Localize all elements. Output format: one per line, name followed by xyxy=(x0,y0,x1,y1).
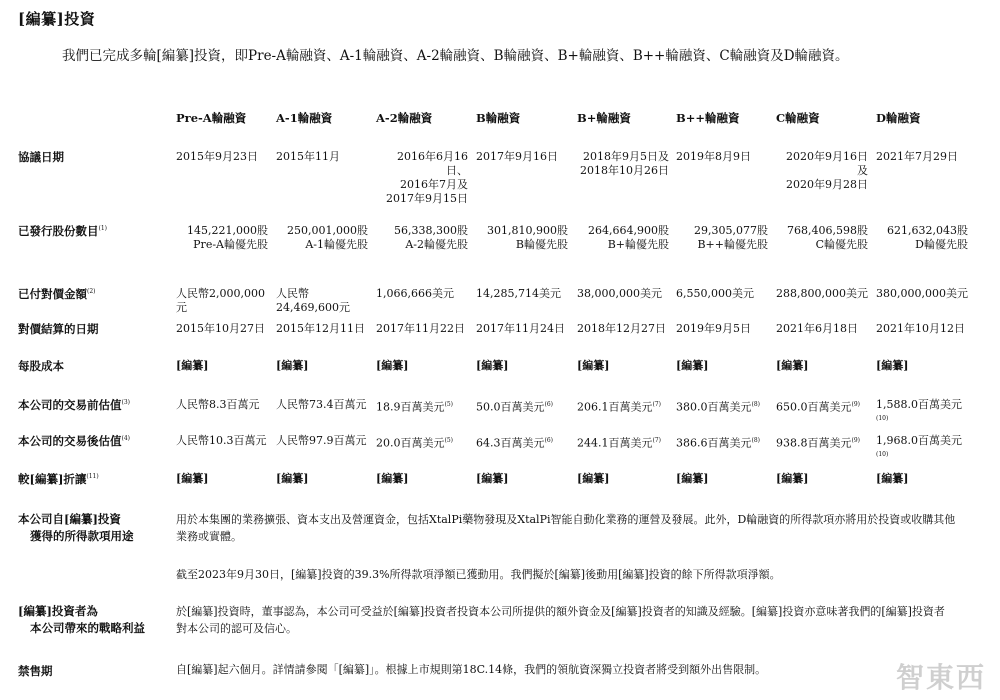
table-cell xyxy=(176,287,268,315)
cell-value: [編纂] xyxy=(776,359,809,372)
cell-line: 264,664,900股 xyxy=(588,224,669,237)
footnote-marker: (11) xyxy=(86,473,99,481)
table-cell xyxy=(876,150,968,164)
footnote-marker: (1) xyxy=(98,225,107,233)
footnote-marker: (5) xyxy=(444,401,453,408)
footnote-marker: (5) xyxy=(444,437,453,444)
cell-line: 2016年6月16日、 xyxy=(397,150,468,177)
footnote-marker: (9) xyxy=(851,401,860,408)
cell-line: C輪優先股 xyxy=(815,238,868,251)
cell-value: 人民幣2,000,000元 xyxy=(176,287,265,314)
table-cell xyxy=(476,434,568,451)
footnote-marker: (8) xyxy=(751,401,760,408)
lockup-label: 禁售期 xyxy=(18,664,53,678)
cell-value: [編纂] xyxy=(577,359,610,372)
table-cell xyxy=(676,287,768,301)
cell-value: 244.1百萬美元 xyxy=(577,436,653,450)
cell-value: 2019年9月5日 xyxy=(676,322,751,335)
table-cell xyxy=(577,224,669,252)
cell-line: D輪優先股 xyxy=(915,238,968,251)
cell-value: 288,800,000美元 xyxy=(776,287,868,300)
row-label-consideration-paid xyxy=(18,286,96,302)
cell-value: 206.1百萬美元 xyxy=(577,400,653,414)
cell-value: 2017年11月24日 xyxy=(476,322,565,335)
table-cell xyxy=(577,287,669,301)
table-cell xyxy=(776,359,868,373)
table-cell xyxy=(676,322,768,336)
cell-line: 2017年9月15日 xyxy=(386,192,468,205)
use-of-proceeds-label-line1: 本公司自[編纂]投資 xyxy=(18,512,121,526)
cell-value: 380.0百萬美元 xyxy=(676,400,752,414)
cell-line: 2015年9月23日 xyxy=(176,150,258,163)
table-cell xyxy=(376,434,468,451)
cell-value: 人民幣97.9百萬元 xyxy=(276,434,367,447)
column-header: B++輪融資 xyxy=(676,111,740,125)
footnote-marker: (6) xyxy=(544,437,553,444)
table-cell xyxy=(176,434,268,448)
cell-value: 50.0百萬美元 xyxy=(476,400,545,414)
cell-line: 250,001,000股 xyxy=(287,224,368,237)
cell-value: 380,000,000美元 xyxy=(876,287,968,300)
cell-value: [編纂] xyxy=(276,359,309,372)
use-of-proceeds-label xyxy=(18,511,134,545)
cell-value: [編纂] xyxy=(376,359,409,372)
footnote-marker: (6) xyxy=(544,401,553,408)
table-cell xyxy=(676,434,768,451)
section-heading: [編纂]投資 xyxy=(18,10,96,28)
table-cell xyxy=(276,287,368,315)
cell-line: 301,810,900股 xyxy=(487,224,568,237)
cell-value: [編纂] xyxy=(376,472,409,485)
cell-value: 1,588.0百萬美元 xyxy=(876,398,962,411)
row-label-text: 對價結算的日期 xyxy=(18,322,99,336)
cell-line: 2017年9月16日 xyxy=(476,150,558,163)
cell-value: 2015年12月11日 xyxy=(276,322,365,335)
cell-line: 145,221,000股 xyxy=(187,224,268,237)
table-cell xyxy=(176,472,268,486)
cell-value: 1,066,666美元 xyxy=(376,287,454,300)
table-cell xyxy=(276,359,368,373)
table-cell xyxy=(676,150,768,164)
cell-value: [編纂] xyxy=(776,472,809,485)
cell-value: 1,968.0百萬美元 xyxy=(876,434,962,447)
cell-value: [編纂] xyxy=(476,472,509,485)
column-header: D輪融資 xyxy=(876,111,921,125)
row-label-post-money xyxy=(18,433,130,449)
table-cell xyxy=(876,398,968,429)
row-label-cost-per-share xyxy=(18,358,64,374)
table-cell xyxy=(876,322,968,336)
footnote-marker: (9) xyxy=(851,437,860,444)
cell-line: B輪優先股 xyxy=(515,238,568,251)
table-cell xyxy=(776,472,868,486)
row-label-text: 已發行股份數目 xyxy=(18,224,99,238)
table-cell xyxy=(577,150,669,178)
table-cell xyxy=(876,224,968,252)
table-cell xyxy=(676,359,768,373)
row-label-shares-issued xyxy=(18,223,107,239)
table-cell xyxy=(276,150,368,164)
cell-value: 2018年12月27日 xyxy=(577,322,666,335)
strategic-benefit-label-line2: 本公司帶來的戰略利益 xyxy=(30,621,145,635)
table-cell xyxy=(476,322,568,336)
table-cell xyxy=(476,398,568,415)
column-header: A-2輪融資 xyxy=(376,111,433,125)
footnote-marker: (8) xyxy=(751,437,760,444)
cell-line: 29,305,077股 xyxy=(694,224,768,237)
footnote-marker: (10) xyxy=(876,415,889,422)
footnote-marker: (7) xyxy=(652,401,661,408)
table-cell xyxy=(376,150,468,206)
row-label-settlement-date xyxy=(18,321,99,337)
cell-value: [編纂] xyxy=(876,472,909,485)
cell-value: [編纂] xyxy=(676,359,709,372)
cell-value: 人民幣8.3百萬元 xyxy=(176,398,260,411)
cell-line: 2020年9月28日 xyxy=(786,178,868,191)
table-cell xyxy=(376,472,468,486)
cell-line: 2016年7月及 xyxy=(400,178,468,191)
table-cell xyxy=(577,322,669,336)
table-cell xyxy=(776,150,868,192)
footnote-marker: (3) xyxy=(121,399,130,407)
watermark-logo: 智東西 xyxy=(895,661,986,694)
table-cell xyxy=(676,224,768,252)
table-cell xyxy=(476,287,568,301)
cell-value: 人民幣10.3百萬元 xyxy=(176,434,267,447)
table-cell xyxy=(376,322,468,336)
table-cell xyxy=(176,150,268,164)
table-cell xyxy=(276,434,368,448)
table-cell xyxy=(876,287,968,301)
intro-text: 我們已完成多輪[編纂]投資，即Pre-A輪融資、A-1輪融資、A-2輪融資、B輪融資、B+輪融資、B++輪融資、C輪融資及D輪融資。 xyxy=(62,48,849,64)
cell-value: 14,285,714美元 xyxy=(476,287,561,300)
table-cell xyxy=(876,359,968,373)
table-cell xyxy=(776,287,868,301)
cell-value: 20.0百萬美元 xyxy=(376,436,445,450)
use-of-proceeds-label-line2: 獲得的所得款項用途 xyxy=(30,529,134,543)
cell-value: 2021年10月12日 xyxy=(876,322,965,335)
cell-line: B++輪優先股 xyxy=(697,238,768,251)
row-label-text: 每股成本 xyxy=(18,359,64,373)
strategic-benefit-label-line1: [編纂]投資者為 xyxy=(18,604,98,618)
table-cell xyxy=(276,322,368,336)
row-label-text: 本公司的交易前估值 xyxy=(18,398,122,412)
intro-paragraph xyxy=(18,45,983,67)
table-cell xyxy=(176,398,268,412)
lockup-text: 自[編纂]起六個月。詳情請參閱「[編纂]」。根據上市規則第18C.14條，我們的領航資深獨立投資者將受到額外出售限制。 xyxy=(176,663,767,676)
row-label-pre-money xyxy=(18,397,130,413)
column-header: C輪融資 xyxy=(776,111,820,125)
table-cell xyxy=(876,472,968,486)
cell-value: 人民幣73.4百萬元 xyxy=(276,398,367,411)
table-cell xyxy=(176,224,268,252)
table-cell xyxy=(376,359,468,373)
row-label-text: 已付對價金額 xyxy=(18,287,87,301)
strategic-benefit-text: 於[編纂]投資時，董事認為，本公司可受益於[編纂]投資者投資本公司所提供的額外資金及[編纂]投資者的知識及經驗。[編纂]投資亦意味著我們的[編纂]投資者對本公司的認可及信心。 xyxy=(176,605,945,635)
table-cell xyxy=(376,398,468,415)
table-cell xyxy=(376,224,468,252)
table-cell xyxy=(276,398,368,412)
cell-line: 621,632,043股 xyxy=(887,224,968,237)
table-cell xyxy=(776,434,868,451)
cell-line: 2015年11月 xyxy=(276,150,340,163)
cell-value: 6,550,000美元 xyxy=(676,287,754,300)
cell-line: 56,338,300股 xyxy=(394,224,468,237)
cell-value: [編纂] xyxy=(476,359,509,372)
cell-value: 2015年10月27日 xyxy=(176,322,265,335)
table-cell xyxy=(577,398,669,415)
cell-value: [編纂] xyxy=(176,359,209,372)
cell-line: 2019年8月9日 xyxy=(676,150,751,163)
table-cell xyxy=(776,398,868,415)
table-cell xyxy=(376,287,468,301)
row-label-discount xyxy=(18,471,99,487)
cell-value: [編纂] xyxy=(176,472,209,485)
row-label-text: 協議日期 xyxy=(18,150,64,164)
cell-value: 人民幣24,469,600元 xyxy=(276,287,350,314)
table-cell xyxy=(776,224,868,252)
cell-line: A-2輪優先股 xyxy=(405,238,468,251)
row-label-agreement-date xyxy=(18,149,64,165)
table-cell xyxy=(176,322,268,336)
footnote-marker: (4) xyxy=(121,435,130,443)
cell-line: 2021年7月29日 xyxy=(876,150,958,163)
table-cell xyxy=(577,434,669,451)
table-cell xyxy=(276,472,368,486)
column-header: Pre-A輪融資 xyxy=(176,111,247,125)
table-cell xyxy=(676,398,768,415)
table-cell xyxy=(676,472,768,486)
footnote-marker: (10) xyxy=(876,451,889,458)
table-cell xyxy=(476,472,568,486)
table-cell xyxy=(476,150,568,164)
footnote-marker: (7) xyxy=(652,437,661,444)
use-of-proceeds-status: 截至2023年9月30日，[編纂]投資的39.3%所得款項淨額已獲動用。我們擬於[編纂]後動用[編纂]投資的餘下所得款項淨額。 xyxy=(176,568,781,581)
cell-value: 386.6百萬美元 xyxy=(676,436,752,450)
cell-value: 938.8百萬美元 xyxy=(776,436,852,450)
column-header: A-1輪融資 xyxy=(276,111,333,125)
table-cell xyxy=(476,359,568,373)
table-cell xyxy=(176,359,268,373)
cell-line: 2020年9月16日及 xyxy=(786,150,868,177)
table-cell xyxy=(776,322,868,336)
cell-value: 18.9百萬美元 xyxy=(376,400,445,414)
cell-line: A-1輪優先股 xyxy=(305,238,368,251)
cell-value: 650.0百萬美元 xyxy=(776,400,852,414)
strategic-benefit-label xyxy=(18,603,145,637)
table-cell xyxy=(577,359,669,373)
cell-line: 2018年9月5日及 xyxy=(583,150,669,163)
cell-value: [編纂] xyxy=(577,472,610,485)
cell-value: [編纂] xyxy=(876,359,909,372)
cell-line: 768,406,598股 xyxy=(787,224,868,237)
table-cell xyxy=(876,434,968,465)
cell-value: [編纂] xyxy=(676,472,709,485)
cell-value: 38,000,000美元 xyxy=(577,287,662,300)
table-cell xyxy=(577,472,669,486)
cell-value: 2021年6月18日 xyxy=(776,322,858,335)
footnote-marker: (2) xyxy=(87,288,96,296)
cell-value: [編纂] xyxy=(276,472,309,485)
cell-line: 2018年10月26日 xyxy=(580,164,669,177)
cell-value: 2017年11月22日 xyxy=(376,322,465,335)
cell-line: B+輪優先股 xyxy=(607,238,669,251)
row-label-text: 較[編纂]折讓 xyxy=(18,472,87,486)
row-label-text: 本公司的交易後估值 xyxy=(18,434,122,448)
table-cell xyxy=(276,224,368,252)
table-cell xyxy=(476,224,568,252)
column-header: B輪融資 xyxy=(476,111,521,125)
column-header: B+輪融資 xyxy=(577,111,631,125)
cell-value: 64.3百萬美元 xyxy=(476,436,545,450)
use-of-proceeds-text: 用於本集團的業務擴張、資本支出及營運資金，包括XtalPi藥物發現及XtalPi智能自動化業務的運營及發展。此外，D輪融資的所得款項亦將用於投資或收購其他業務或實體。 xyxy=(176,513,956,543)
cell-line: Pre-A輪優先股 xyxy=(193,238,268,251)
